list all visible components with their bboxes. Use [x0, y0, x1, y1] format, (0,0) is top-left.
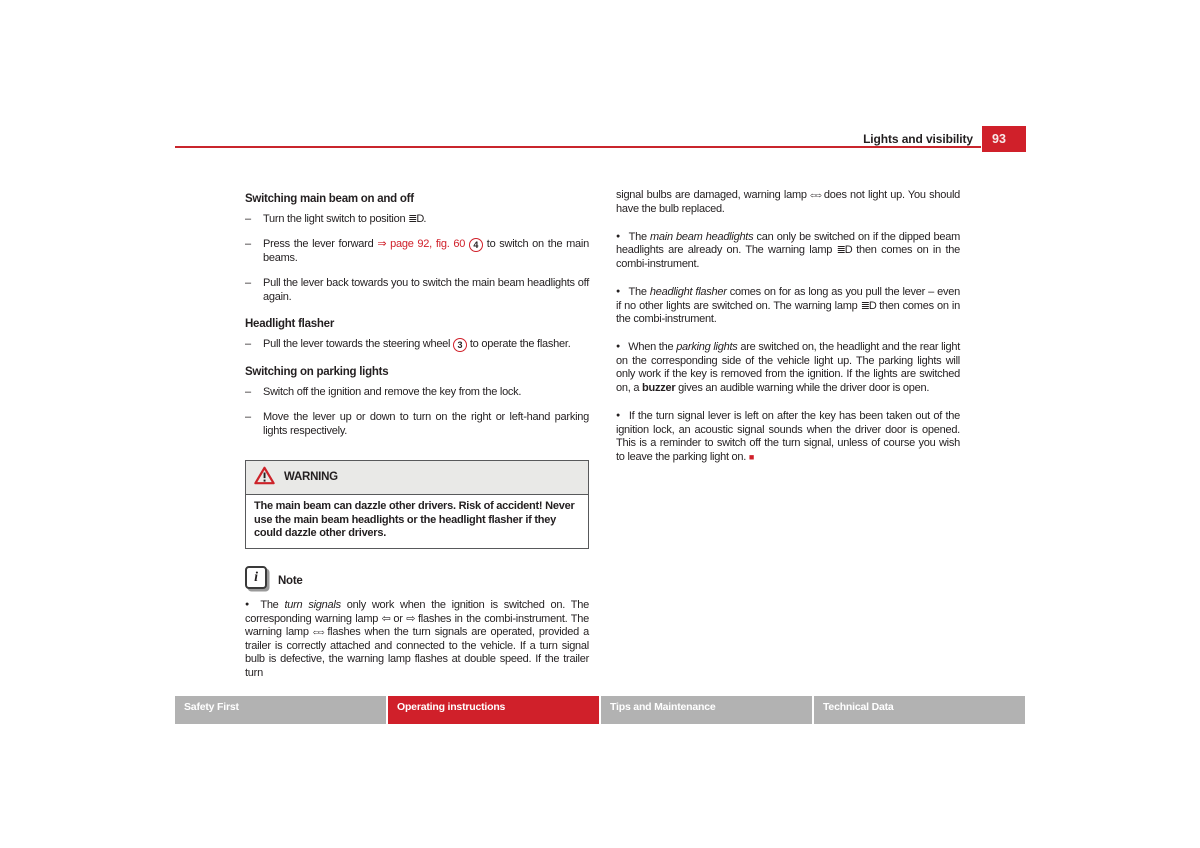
- trailer-turn-signal-symbol: ⇦⇨: [810, 191, 821, 200]
- text-segment: or: [389, 612, 407, 625]
- text-segment: The: [628, 285, 650, 298]
- list-item-text: [263, 411, 589, 438]
- text-segment: then comes on in the combi-instrument.: [616, 299, 960, 326]
- dash-bullet: –: [245, 386, 251, 399]
- list-item-text: [263, 277, 589, 304]
- dash-bullet: –: [245, 277, 251, 290]
- main-beam-symbol: ≣D: [836, 244, 852, 257]
- text-segment: to operate the flasher.: [467, 338, 571, 351]
- left-column: [245, 193, 589, 694]
- text-segment: can only be switched on if the dipped beam headlights are already on. The warning lamp: [616, 230, 961, 257]
- list-item: [245, 411, 589, 438]
- header-rule: [175, 146, 981, 148]
- callout-number-3: 3: [453, 338, 467, 352]
- trailer-turn-signal-symbol: ⇦⇨: [312, 628, 324, 638]
- text-segment: turn signals: [284, 599, 341, 612]
- list-item: [245, 213, 589, 227]
- text-segment: Pull the lever towards the steering wheel: [263, 338, 454, 351]
- bullet-text: [616, 341, 960, 394]
- text-segment: only work when the ignition is switched on. The corresponding warning lamp: [245, 599, 589, 625]
- dash-bullet: –: [245, 213, 251, 225]
- text-segment: Turn the light switch to position: [263, 213, 409, 225]
- text-segment: If the turn signal lever is left on after the key has been taken out of the ignition lock, an acoustic signal sounds when the driver door is opened. This is a reminder to switch off the turn signal, unless of course you wish to leave the parking light on.: [616, 410, 960, 463]
- text-segment: headlight flasher: [649, 285, 727, 298]
- list-item-text: [263, 213, 589, 227]
- section-end-marker: ■: [748, 451, 755, 462]
- continuation-paragraph: [616, 189, 960, 216]
- bullet-glyph: ●: [616, 232, 621, 240]
- text-segment: does not light up. You should have the bulb replaced.: [616, 189, 961, 215]
- info-icon: i: [245, 566, 267, 589]
- bullet-text: [616, 231, 960, 270]
- dipped-beam-symbol: ≣D: [408, 213, 424, 225]
- text-segment: are switched on, the headlight and the rear light on the corresponding side of the vehicle light up. The parking lights will only work if the key is removed from the ignition. If the lights are switched on, a: [616, 341, 961, 395]
- dash-bullet: –: [245, 338, 251, 351]
- note-text: [245, 599, 589, 679]
- left-turn-signal-symbol: ⇦: [381, 612, 390, 625]
- text-segment: .: [423, 213, 427, 225]
- bullet-glyph: ●: [245, 601, 253, 609]
- text-segment: flashes in the combi-instrument. The warning lamp: [245, 612, 589, 639]
- text-segment: The: [628, 230, 650, 243]
- section-heading-headlight-flasher: Headlight flasher: [245, 318, 335, 331]
- text-segment: parking lights: [676, 341, 738, 354]
- text-segment: to switch on the main beams.: [263, 238, 589, 265]
- text-segment: buzzer: [642, 382, 676, 395]
- warning-box: [245, 460, 589, 549]
- section-heading-main-beam: Switching main beam on and off: [245, 193, 414, 205]
- bullet-glyph: ●: [616, 287, 621, 295]
- text-segment: gives an audible warning while the driver door is open.: [675, 382, 930, 395]
- page-title: Lights and visibility: [863, 132, 973, 146]
- text-segment: main beam headlights: [650, 230, 754, 243]
- main-beam-symbol: ≣D: [860, 299, 876, 312]
- dash-bullet: –: [245, 411, 251, 424]
- text-segment: flashes when the turn signals are operated, provided a trailer is correctly attached and connected to the vehicle. If a turn signal bulb is defective, the warning lamp flashes at double speed. If the trailer turn: [245, 626, 589, 679]
- warning-header: [246, 461, 588, 496]
- tab-technical-data[interactable]: Technical Data: [814, 696, 1025, 724]
- warning-title: WARNING: [284, 470, 338, 483]
- text-segment: Move the lever up or down to turn on the right or left-hand parking lights respectively.: [263, 411, 589, 438]
- bullet-text: [616, 410, 960, 463]
- bullet-paragraph: [616, 230, 960, 272]
- page-number-badge: 93: [982, 126, 1026, 152]
- bullet-paragraph: [616, 340, 960, 395]
- bullet-glyph: ●: [616, 412, 621, 420]
- tab-operating-instructions[interactable]: Operating instructions: [388, 696, 599, 724]
- bullet-glyph: ●: [616, 343, 621, 351]
- note-paragraph: [245, 598, 589, 681]
- bullet-text: [616, 286, 960, 325]
- page-reference-link[interactable]: ⇒ page 92, fig. 60: [377, 238, 466, 251]
- warning-body: The main beam can dazzle other drivers. Risk of accident! Never use the main beam headlights or the headlight flasher if they could dazzle other drivers.: [254, 500, 575, 540]
- dash-bullet: –: [245, 238, 251, 251]
- list-item: [245, 338, 589, 352]
- list-item: [245, 386, 589, 400]
- right-column: [616, 189, 960, 478]
- list-item-text: [263, 386, 589, 400]
- list-item: [245, 238, 589, 266]
- tab-tips-and-maintenance[interactable]: Tips and Maintenance: [601, 696, 812, 724]
- section-heading-parking-lights: Switching on parking lights: [245, 366, 389, 379]
- text-segment: Press the lever forward: [263, 238, 378, 251]
- list-item-text: [263, 338, 589, 352]
- list-item-text: [263, 238, 589, 266]
- text-segment: signal bulbs are damaged, warning lamp: [616, 189, 811, 201]
- text-segment: Pull the lever back towards you to switch the main beam headlights off again.: [263, 277, 589, 303]
- list-item: [245, 277, 589, 304]
- warning-triangle-icon: [254, 466, 275, 490]
- footer-section-tabs: [175, 696, 1025, 724]
- note-title: Note: [278, 575, 303, 588]
- tab-safety-first[interactable]: Safety First: [175, 696, 386, 724]
- right-turn-signal-symbol: ⇨: [406, 612, 415, 625]
- callout-number-4: 4: [469, 238, 483, 252]
- bullet-paragraph: [616, 409, 960, 464]
- text-segment: When the: [628, 341, 677, 354]
- text-segment: then comes on in the combi-instrument.: [616, 244, 960, 270]
- bullet-paragraph: [616, 285, 960, 327]
- text-segment: Switch off the ignition and remove the key from the lock.: [263, 386, 522, 399]
- note-header: [245, 566, 589, 589]
- text-segment: The: [260, 599, 285, 612]
- text-segment: comes on for as long as you pull the lever – even if no other lights are switched on. The warning lamp: [616, 285, 960, 312]
